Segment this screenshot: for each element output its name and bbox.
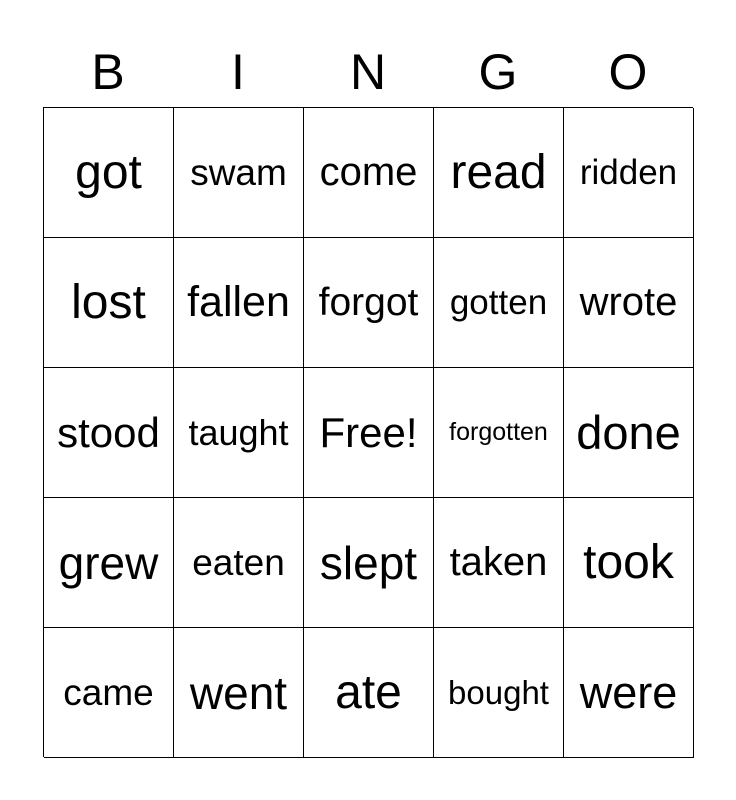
header-letter-n: N [349,44,387,100]
bingo-cell: done [564,368,694,498]
bingo-grid [43,107,693,757]
bingo-cell: bought [434,628,564,758]
bingo-cell: took [564,498,694,628]
bingo-cell: stood [44,368,174,498]
bingo-cell: lost [44,238,174,368]
header-letter-b: B [91,44,125,100]
bingo-cell: went [174,628,304,758]
bingo-cell: forgotten [434,368,564,498]
bingo-cell: grew [44,498,174,628]
bingo-cell: taught [174,368,304,498]
bingo-cell: slept [304,498,434,628]
bingo-cell: come [304,108,434,238]
bingo-cell: read [434,108,564,238]
bingo-cell: ate [304,628,434,758]
bingo-cell: forgot [304,238,434,368]
bingo-cell: got [44,108,174,238]
bingo-cell: wrote [564,238,694,368]
bingo-cell: taken [434,498,564,628]
bingo-cell: ridden [564,108,694,238]
bingo-cell: were [564,628,694,758]
header-letter-o: O [608,44,648,100]
bingo-cell: gotten [434,238,564,368]
bingo-header [43,40,693,104]
header-letter-i: I [231,44,245,100]
header-letter-g: G [478,44,518,100]
bingo-cell: came [44,628,174,758]
free-space-cell: Free! [304,368,434,498]
bingo-cell: swam [174,108,304,238]
bingo-cell: eaten [174,498,304,628]
bingo-cell: fallen [174,238,304,368]
